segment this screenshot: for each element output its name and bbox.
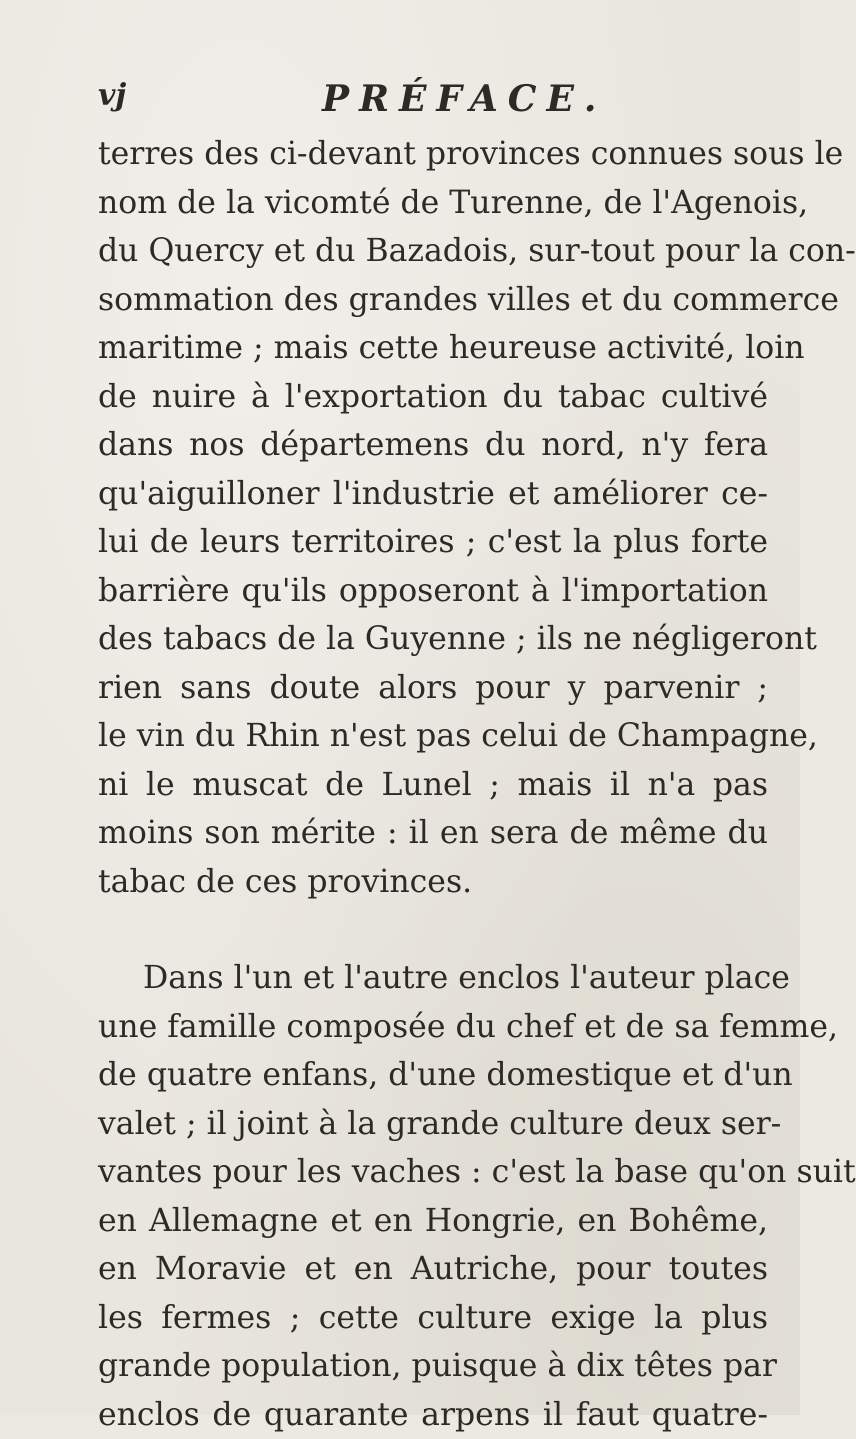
text-line: terres des ci-devant provinces connues sous le bbox=[98, 130, 768, 179]
text-line: dans nos départemens du nord, n'y fera bbox=[98, 421, 768, 470]
text-line: nom de la vicomté de Turenne, de l'Agenois, bbox=[98, 179, 768, 228]
text-line: tabac de ces provinces. bbox=[98, 858, 768, 907]
text-line: qu'aiguilloner l'industrie et améliorer ce- bbox=[98, 470, 768, 519]
text-line: barrière qu'ils opposeront à l'importation bbox=[98, 567, 768, 616]
text-line: rien sans doute alors pour y parvenir ; bbox=[98, 664, 768, 713]
running-title: PRÉFACE. bbox=[322, 78, 606, 120]
text-line: ni le muscat de Lunel ; mais il n'a pas bbox=[98, 761, 768, 810]
text-line: le vin du Rhin n'est pas celui de Champagne, bbox=[98, 712, 768, 761]
page-number: vj bbox=[98, 78, 126, 113]
text-line: vantes pour les vaches : c'est la base qu'on suit bbox=[98, 1148, 768, 1197]
text-line: en Allemagne et en Hongrie, en Bohême, bbox=[98, 1197, 768, 1246]
text-line: moins son mérite : il en sera de même du bbox=[98, 809, 768, 858]
text-line: maritime ; mais cette heureuse activité, loin bbox=[98, 324, 768, 373]
page-header bbox=[0, 78, 800, 128]
text-line: une famille composée du chef et de sa femme, bbox=[98, 1003, 768, 1052]
text-line: du Quercy et du Bazadois, sur-tout pour la con- bbox=[98, 227, 768, 276]
text-line: les fermes ; cette culture exige la plus bbox=[98, 1294, 768, 1343]
text-line: sommation des grandes villes et du commerce bbox=[98, 276, 768, 325]
text-line: en Moravie et en Autriche, pour toutes bbox=[98, 1245, 768, 1294]
text-line: valet ; il joint à la grande culture deux ser- bbox=[98, 1100, 768, 1149]
paragraph-2 bbox=[98, 954, 768, 1439]
text-line: enclos de quarante arpens il faut quatre- bbox=[98, 1391, 768, 1439]
paragraph-spacer bbox=[98, 906, 768, 954]
text-line: Dans l'un et l'autre enclos l'auteur place bbox=[98, 954, 768, 1003]
text-line: grande population, puisque à dix têtes par bbox=[98, 1342, 768, 1391]
text-line: de nuire à l'exportation du tabac cultivé bbox=[98, 373, 768, 422]
text-line: lui de leurs territoires ; c'est la plus forte bbox=[98, 518, 768, 567]
text-line: des tabacs de la Guyenne ; ils ne négligeront bbox=[98, 615, 768, 664]
paragraph-1 bbox=[98, 130, 768, 906]
body-text bbox=[98, 130, 768, 1439]
text-line: de quatre enfans, d'une domestique et d'un bbox=[98, 1051, 768, 1100]
